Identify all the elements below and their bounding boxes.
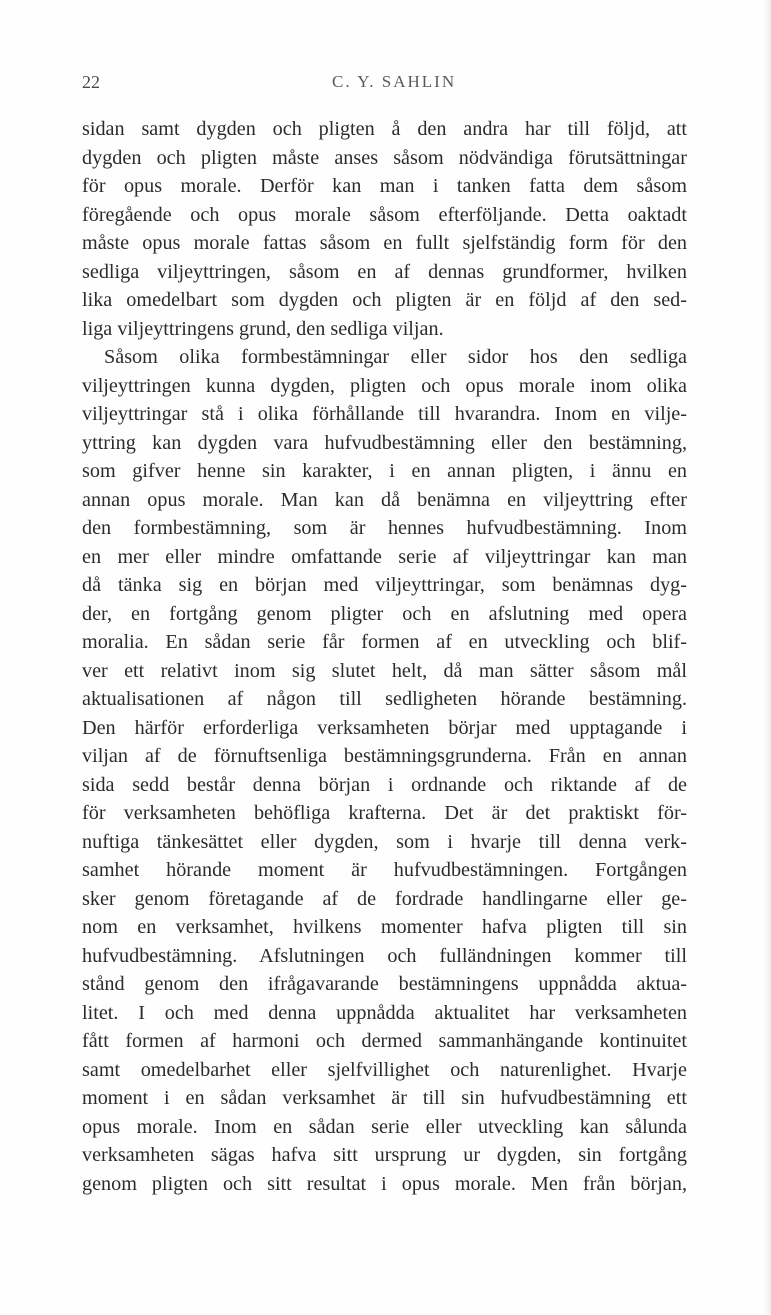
page-number: 22 <box>82 72 100 92</box>
running-head: C. Y. SAHLIN <box>332 72 457 91</box>
text-line: för opus morale. Derför kan man i tanken fatta dem såsom <box>82 175 687 197</box>
text-line: viljeyttringen kunna dygden, pligten och opus morale inom olika <box>82 374 687 397</box>
text-line: sedliga viljeyttringen, såsom en af dennas grundformer, hvilken <box>82 260 687 283</box>
text-line: nuftiga tänkesättet eller dygden, som i hvarje till denna verk- <box>82 830 687 853</box>
page-header <box>82 58 672 92</box>
text-line: sida sedd består denna början i ordnande och riktande af de <box>82 773 687 796</box>
text-line: måste opus morale fattas såsom en fullt sjelfständig form för den <box>82 232 687 254</box>
text-line: fått formen af harmoni och dermed sammanhängande kontinuitet <box>82 1030 687 1052</box>
text-line: samhet hörande moment är hufvudbestämningen. Fortgången <box>82 859 687 881</box>
body-text <box>82 115 687 1198</box>
text-line: genom pligten och sitt resultat i opus morale. Men från början, <box>82 1172 687 1195</box>
text-line: ver ett relativt inom sig slutet helt, då man sätter såsom mål <box>82 659 687 682</box>
paragraph-end-line: liga viljeyttringens grund, den sedliga viljan. <box>82 317 444 340</box>
text-line: moment i en sådan verksamhet är till sin hufvudbestämning ett <box>82 1087 687 1109</box>
text-line: då tänka sig en början med viljeyttringar, som benämnas dyg- <box>82 574 687 596</box>
text-line: lika omedelbart som dygden och pligten är en följd af den sed- <box>82 289 687 311</box>
text-line: hufvudbestämning. Afslutningen och fulländningen kommer till <box>82 944 687 967</box>
text-line: dygden och pligten måste anses såsom nödvändiga förutsättningar <box>82 146 687 169</box>
text-line: föregående och opus morale såsom efterföljande. Detta oaktadt <box>82 203 687 226</box>
text-line: för verksamheten behöfliga krafterna. Det är det praktiskt för- <box>82 802 687 824</box>
text-line: sidan samt dygden och pligten å den andra har till följd, att <box>82 118 687 140</box>
text-line: sker genom företagande af de fordrade handlingarne eller ge- <box>82 887 687 910</box>
text-line: Den härför erforderliga verksamheten börjar med upptagande i <box>82 716 687 739</box>
text-line: den formbestämning, som är hennes hufvudbestämning. Inom <box>82 517 687 539</box>
text-line: viljan af de förnuftsenliga bestämningsgrunderna. Från en annan <box>82 745 687 767</box>
text-line: viljeyttringar stå i olika förhållande till hvarandra. Inom en vilje- <box>82 403 687 425</box>
text-line: litet. I och med denna uppnådda aktualitet har verksamheten <box>82 1001 687 1024</box>
text-line: moralia. En sådan serie får formen af en utveckling och blif- <box>82 631 687 653</box>
paragraph-start-line: Såsom olika formbestämningar eller sidor hos den sedliga <box>104 346 687 368</box>
text-line: opus morale. Inom en sådan serie eller utveckling kan sålunda <box>82 1115 687 1138</box>
text-line: verksamheten sägas hafva sitt ursprung ur dygden, sin fortgång <box>82 1144 687 1166</box>
text-line: der, en fortgång genom pligter och en afslutning med opera <box>82 602 687 625</box>
text-line: stånd genom den ifrågavarande bestämningens uppnådda aktua- <box>82 973 687 995</box>
text-line: nom en verksamhet, hvilkens momenter hafva pligten till sin <box>82 916 687 938</box>
text-line: aktualisationen af någon till sedligheten hörande bestämning. <box>82 688 687 710</box>
text-line: en mer eller mindre omfattande serie af viljeyttringar kan man <box>82 545 687 568</box>
text-line: annan opus morale. Man kan då benämna en viljeyttring efter <box>82 488 687 511</box>
page-edge-shadow <box>763 0 771 1315</box>
text-line: som gifver henne sin karakter, i en annan pligten, i ännu en <box>82 460 687 482</box>
text-line: samt omedelbarhet eller sjelfvillighet och naturenlighet. Hvarje <box>82 1058 687 1081</box>
text-line: yttring kan dygden vara hufvudbestämning eller den bestämning, <box>82 431 687 454</box>
